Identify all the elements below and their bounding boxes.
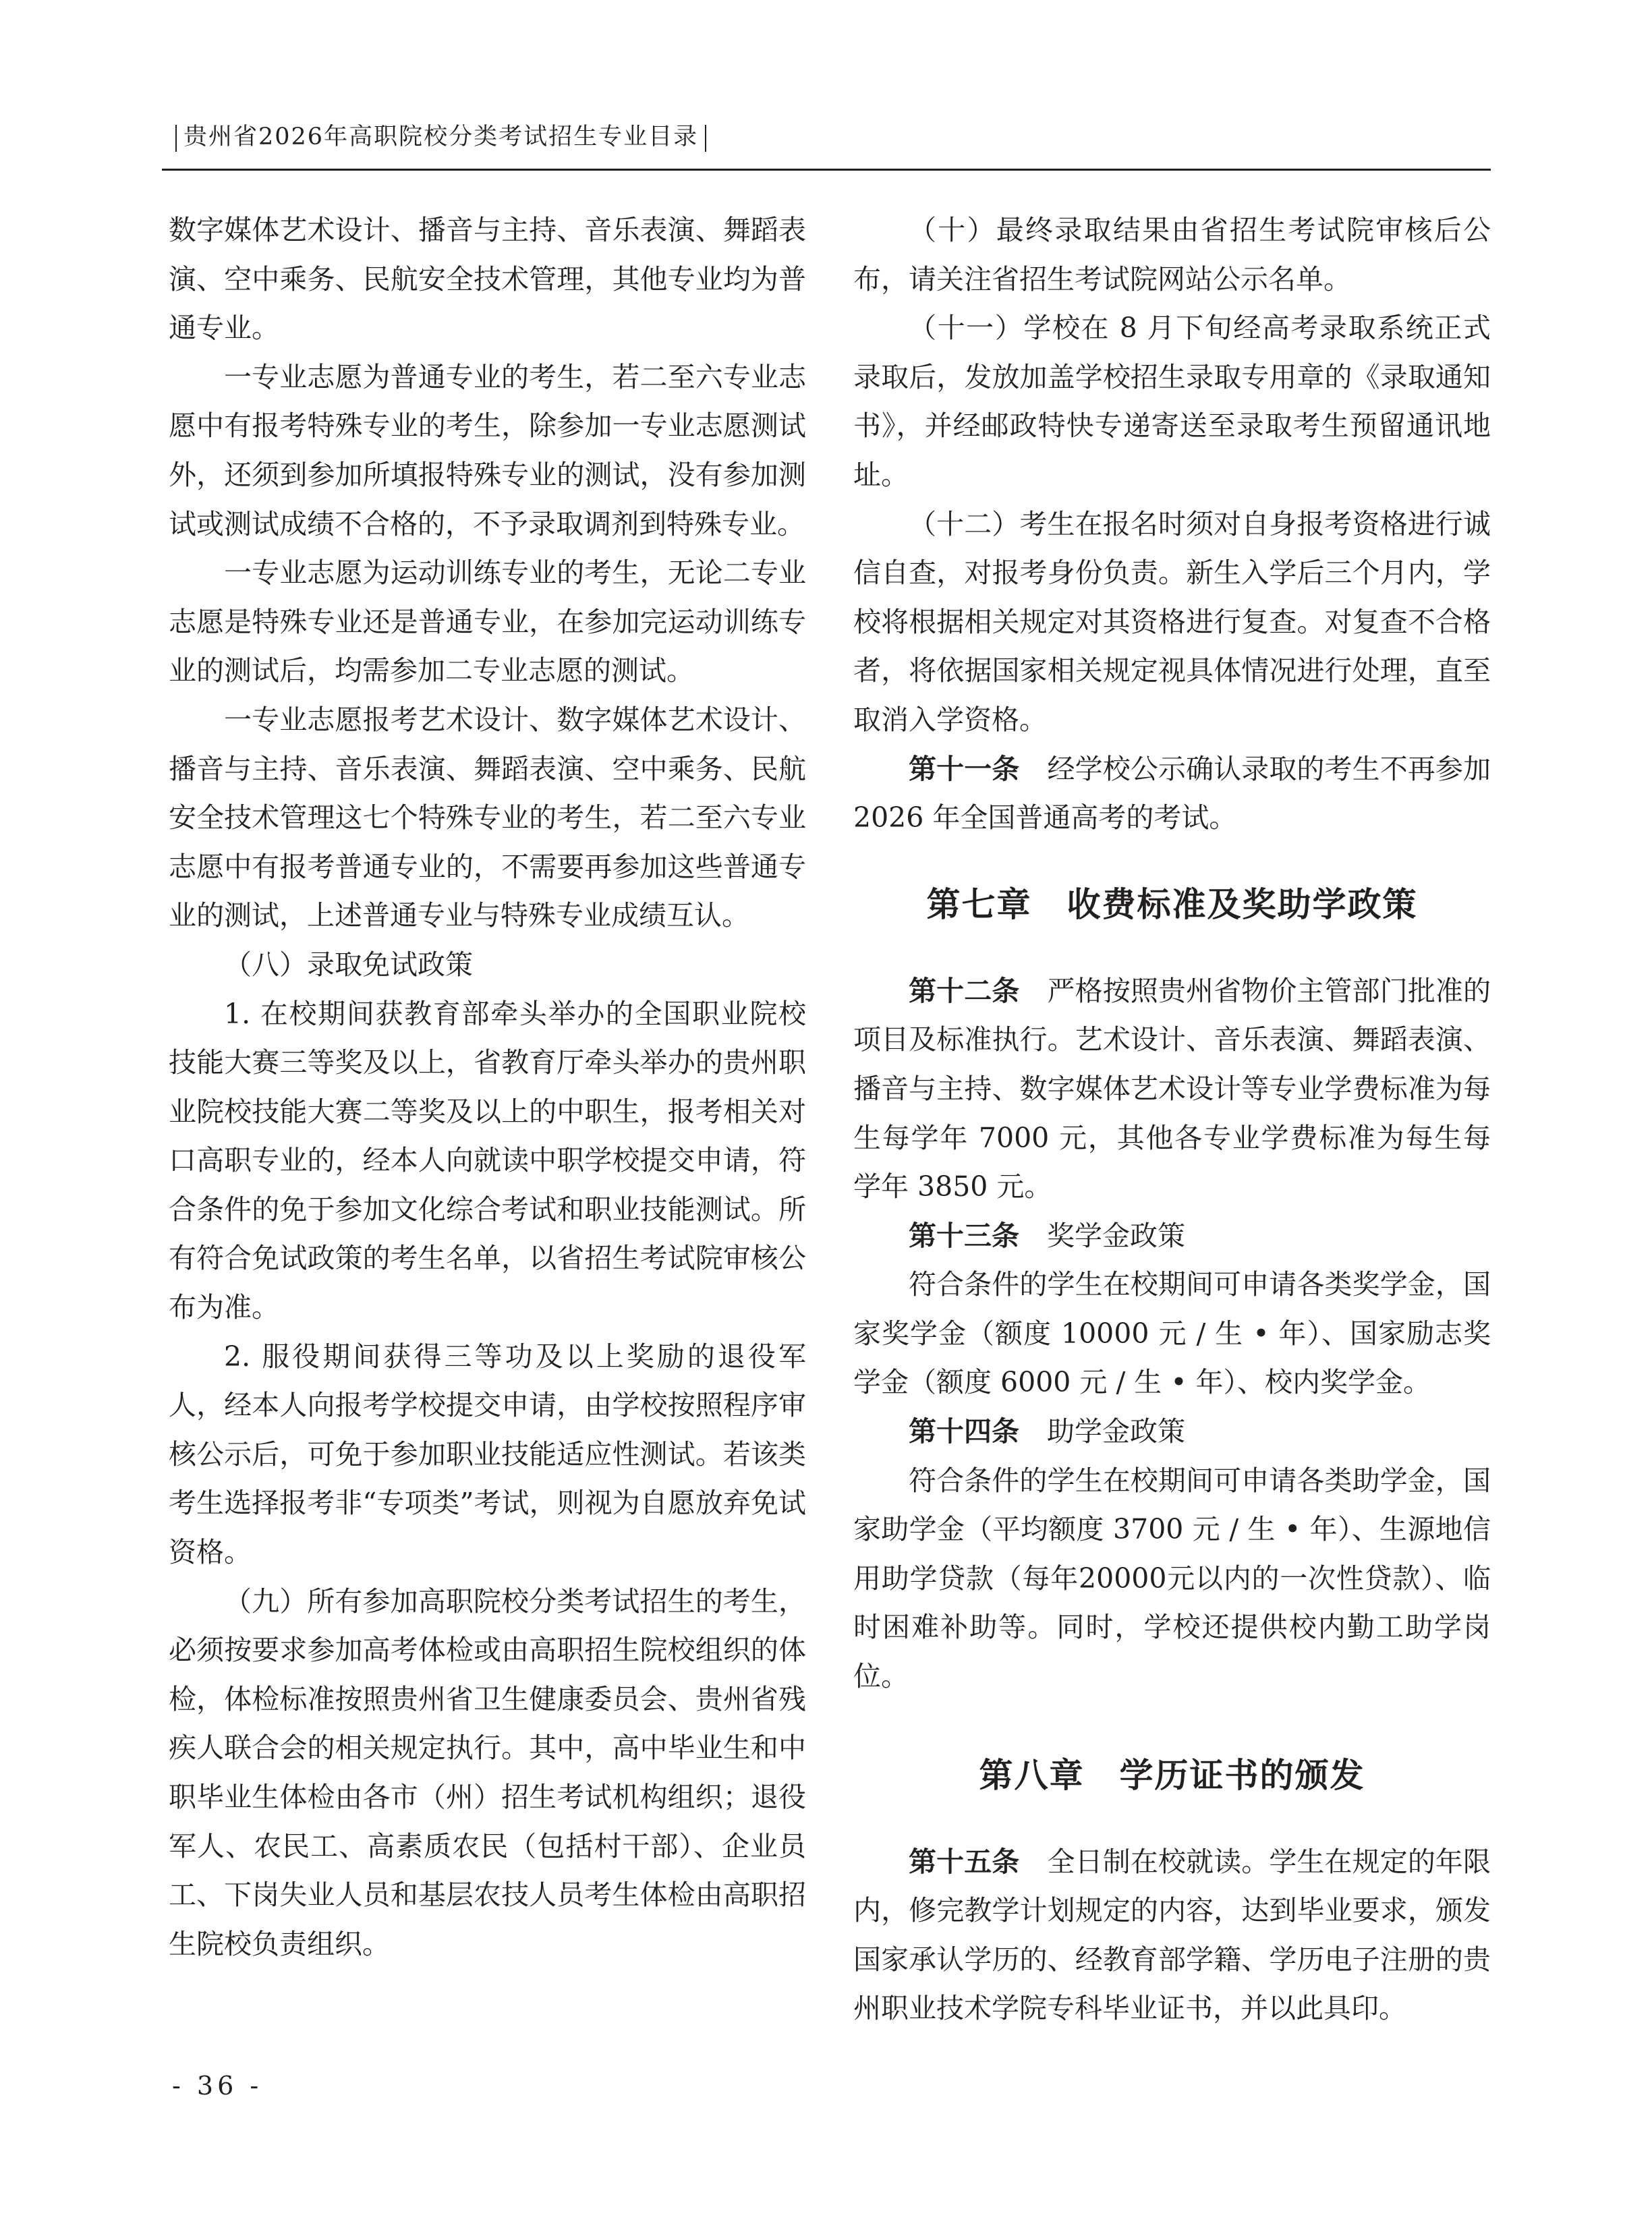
article-15 bbox=[853, 1837, 1491, 2033]
article-label: 第十二条 bbox=[909, 974, 1020, 1007]
chapter-7-title: 第七章 收费标准及奖助学政策 bbox=[926, 884, 1418, 924]
header-right-bar bbox=[705, 125, 706, 152]
paragraph: 1. 在校期间获教育部牵头举办的全国职业院校技能大赛三等奖及以上，省教育厅牵头举办的贵州职业院校技能大赛二等奖及以上的中职生，报考相关对口高职专业的，经本人向就读中职学校提交申请，符合条件的免于参加文化综合考试和职业技能测试。所有符合免试政策的考生名单，以省招生考试院审核公布为准。 bbox=[169, 997, 806, 1324]
article-text: 奖学金政策 bbox=[1047, 1219, 1185, 1252]
article-11 bbox=[853, 745, 1491, 843]
paragraph: 符合条件的学生在校期间可申请各类助学金，国家助学金（平均额度 3700 元 / 生 • 年）、生源地信用助学贷款（每年20000元以内的一次性贷款）、临时困难补助等。同时，学校还提供校内勤工助学岗位。 bbox=[853, 1464, 1491, 1693]
article-label: 第十五条 bbox=[909, 1845, 1020, 1878]
paragraph: （十）最终录取结果由省招生考试院审核后公布，请关注省招生考试院网站公示名单。 bbox=[853, 214, 1491, 295]
paragraph: 一专业志愿报考艺术设计、数字媒体艺术设计、播音与主持、音乐表演、舞蹈表演、空中乘务、民航安全技术管理这七个特殊专业的考生，若二至六专业志愿中有报考普通专业的，不需要再参加这些普通专业的测试，上述普通专业与特殊专业成绩互认。 bbox=[169, 703, 806, 932]
paragraph: 数字媒体艺术设计、播音与主持、音乐表演、舞蹈表演、空中乘务、民航安全技术管理，其他专业均为普通专业。 bbox=[169, 214, 806, 345]
paragraph: 符合条件的学生在校期间可申请各类奖学金，国家奖学金（额度 10000 元 / 生 • 年）、国家励志奖学金（额度 6000 元 / 生 • 年）、校内奖学金。 bbox=[853, 1268, 1491, 1399]
header-left-bar bbox=[175, 125, 177, 152]
chapter-8-title: 第八章 学历证书的颁发 bbox=[979, 1755, 1365, 1795]
article-label: 第十三条 bbox=[909, 1219, 1019, 1252]
article-12 bbox=[853, 967, 1491, 1211]
article-13 bbox=[853, 1211, 1491, 1261]
header-rule bbox=[162, 169, 1491, 171]
article-label: 第十四条 bbox=[909, 1415, 1019, 1448]
article-label: 第十一条 bbox=[909, 752, 1020, 785]
article-text: 全日制在校就读。学生在规定的年限内，修完教学计划规定的内容，达到毕业要求，颁发国家承认学历的、经教育部学籍、学历电子注册的贵州职业技术学院专科毕业证书，并以此具印。 bbox=[853, 1845, 1491, 2025]
paragraph: （十二）考生在报名时须对自身报考资格进行诚信自查，对报考身份负责。新生入学后三个月内，学校将根据相关规定对其资格进行复查。对复查不合格者，将依据国家相关规定视具体情况进行处理，直至取消入学资格。 bbox=[853, 507, 1491, 736]
running-header bbox=[169, 120, 713, 154]
page-number: - 36 - bbox=[172, 2071, 263, 2101]
paragraph: （十一）学校在 8 月下旬经高考录取系统正式录取后，发放加盖学校招生录取专用章的《录取通知书》，并经邮政特快专递寄送至录取考生预留通讯地址。 bbox=[853, 312, 1491, 491]
paragraph: 一专业志愿为普通专业的考生，若二至六专业志愿中有报考特殊专业的考生，除参加一专业志愿测试外，还须到参加所填报特殊专业的测试，没有参加测试或测试成绩不合格的，不予录取调剂到特殊专业。 bbox=[169, 360, 806, 540]
section-heading: （八）录取免试政策 bbox=[224, 948, 473, 981]
paragraph: 一专业志愿为运动训练专业的考生，无论二专业志愿是特殊专业还是普通专业，在参加完运动训练专业的测试后，均需参加二专业志愿的测试。 bbox=[169, 556, 806, 687]
article-text: 经学校公示确认录取的考生不再参加 2026 年全国普通高考的考试。 bbox=[853, 752, 1491, 834]
article-text: 严格按照贵州省物价主管部门批准的项目及标准执行。艺术设计、音乐表演、舞蹈表演、播音与主持、数字媒体艺术设计等专业学费标准为每生每学年 7000 元，其他各专业学费标准为每生每学年 3850 元。 bbox=[853, 974, 1491, 1203]
article-text: 助学金政策 bbox=[1047, 1415, 1185, 1448]
article-14 bbox=[853, 1407, 1491, 1456]
paragraph: （九）所有参加高职院校分类考试招生的考生，必须按要求参加高考体检或由高职招生院校组织的体检，体检标准按照贵州省卫生健康委员会、贵州省残疾人联合会的相关规定执行。其中，高中毕业生和中职毕业生体检由各市（州）招生考试机构组织；退役军人、农民工、高素质农民（包括村干部）、企业员工、下岗失业人员和基层农技人员考生体检由高职招生院校负责组织。 bbox=[169, 1585, 806, 1960]
right-column bbox=[853, 206, 1491, 2033]
left-column bbox=[169, 206, 806, 1968]
header-title: 贵州省2026年高职院校分类考试招生专业目录 bbox=[183, 123, 699, 150]
paragraph: 2. 服役期间获得三等功及以上奖励的退役军人，经本人向报考学校提交申请，由学校按照程序审核公示后，可免于参加职业技能适应性测试。若该类考生选择报考非“专项类”考试，则视为自愿放弃免试资格。 bbox=[169, 1340, 806, 1569]
